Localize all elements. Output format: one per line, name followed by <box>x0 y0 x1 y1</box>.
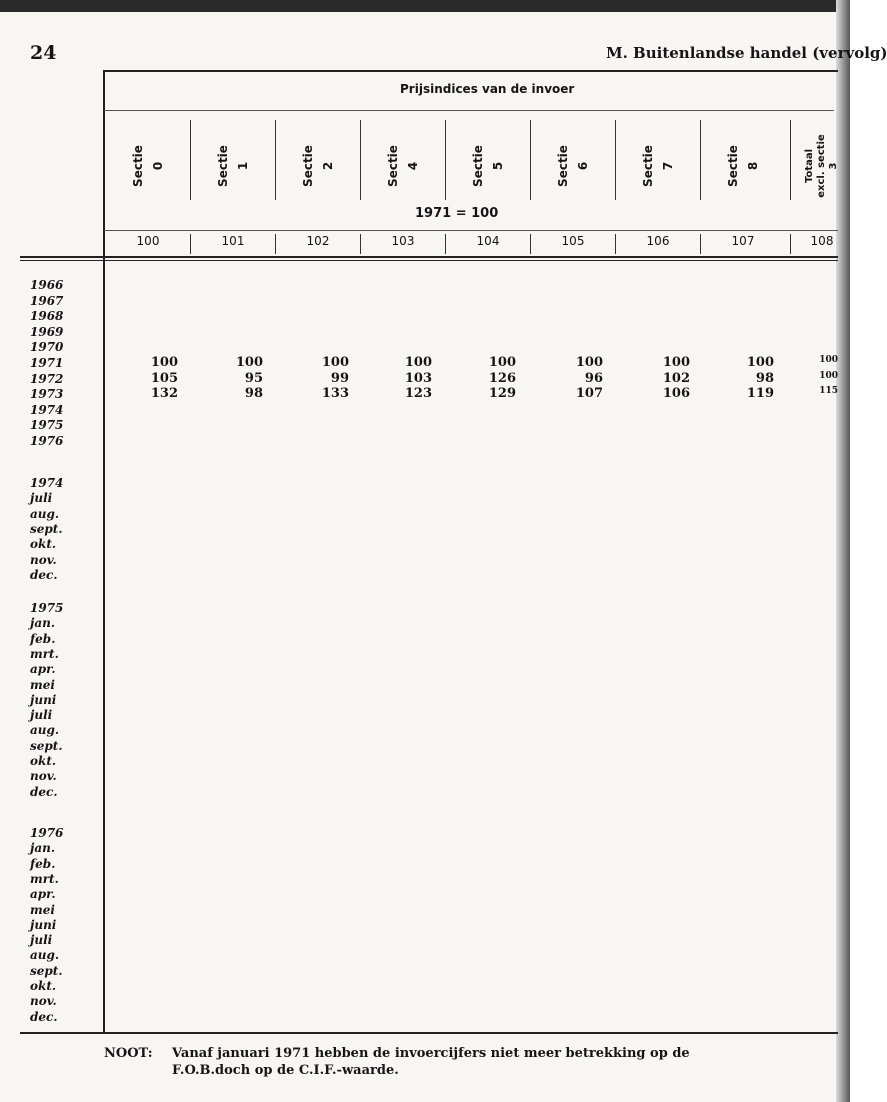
column-header <box>468 118 508 213</box>
column-divider <box>790 120 791 200</box>
row-label: 1971 <box>30 356 64 370</box>
row-label: mrt. <box>30 646 59 661</box>
column-header <box>128 118 168 213</box>
rule-left <box>103 70 105 1033</box>
column-number: 101 <box>221 234 245 248</box>
row-label: nov. <box>30 994 57 1009</box>
row-label: 1973 <box>30 387 64 402</box>
column-header-label: Sectie 1 <box>216 144 250 187</box>
column-divider <box>275 120 276 200</box>
table-cell: 100 <box>404 355 432 370</box>
row-label: feb. <box>30 631 56 646</box>
column-divider <box>360 234 361 254</box>
table-cell: 102 <box>662 370 690 386</box>
table-cell: 107 <box>575 386 603 402</box>
row-label: apr. <box>30 887 56 902</box>
row-label: sept. <box>30 738 63 753</box>
row-label: apr. <box>30 662 56 677</box>
row-label: juni <box>30 692 57 707</box>
column-divider <box>190 234 191 254</box>
row-label: okt. <box>30 754 57 768</box>
rule-bottom <box>20 1032 838 1034</box>
row-label: juni <box>30 917 57 932</box>
row-label: mei <box>30 902 55 917</box>
column-divider <box>190 120 191 200</box>
column-header <box>553 118 593 213</box>
column-divider <box>275 234 276 254</box>
table-cell: 115 <box>819 386 838 397</box>
table-cell: 123 <box>404 386 432 402</box>
column-divider <box>530 234 531 254</box>
table-cell: 99 <box>330 370 349 386</box>
rule-top <box>103 70 838 72</box>
column-header-label: Sectie 8 <box>726 144 760 187</box>
column-divider <box>360 120 361 200</box>
row-label: 1976 <box>30 826 64 840</box>
column-header-label: Sectie 5 <box>471 144 505 187</box>
note-label: NOOT: <box>104 1046 153 1061</box>
row-label: juli <box>30 491 53 506</box>
table-cell: 96 <box>584 370 603 386</box>
column-number: 104 <box>476 234 500 248</box>
row-label: 1972 <box>30 371 64 386</box>
column-divider <box>445 120 446 200</box>
table-cell: 129 <box>488 386 516 402</box>
table-cell: 95 <box>244 370 263 386</box>
column-number: 102 <box>306 234 330 248</box>
column-divider <box>615 120 616 200</box>
column-header <box>383 118 423 213</box>
column-header <box>723 118 763 213</box>
column-header-label: Sectie 6 <box>556 144 590 187</box>
column-divider <box>445 234 446 254</box>
column-header <box>638 118 678 213</box>
column-header-label: Sectie 2 <box>301 144 335 187</box>
column-number: 108 <box>810 234 834 248</box>
column-header <box>213 118 253 213</box>
row-label: 1975 <box>30 418 64 433</box>
base-year: 1971 = 100 <box>415 206 499 221</box>
row-label: 1970 <box>30 340 64 355</box>
row-label: jan. <box>30 841 56 856</box>
table-cell: 98 <box>244 386 263 402</box>
column-header-label: Sectie 0 <box>131 144 165 187</box>
table-cell: 100 <box>150 355 178 370</box>
row-label: 1967 <box>30 293 64 308</box>
page-title: M. Buitenlandse handel (vervolg) <box>606 44 887 62</box>
table-cell: 133 <box>321 386 349 402</box>
table-heading: Prijsindices van de invoer <box>400 82 575 96</box>
row-label: mei <box>30 677 55 692</box>
table-cell: 132 <box>150 386 178 402</box>
note-line-1: Vanaf januari 1971 hebben de invoercijfers niet meer betrekking op de <box>172 1046 690 1061</box>
table-cell: 100 <box>746 355 774 370</box>
row-label: 1974 <box>30 402 64 417</box>
row-label: okt. <box>30 979 57 993</box>
row-label: nov. <box>30 769 57 784</box>
row-label: aug. <box>30 723 60 738</box>
row-label: nov. <box>30 552 57 567</box>
page-number: 24 <box>30 42 57 64</box>
table-cell: 126 <box>488 370 516 386</box>
rule-header-bottom-2 <box>20 260 838 261</box>
column-header-label: Sectie 4 <box>386 144 420 187</box>
row-label: 1969 <box>30 324 64 339</box>
column-number: 103 <box>391 234 415 248</box>
column-number: 100 <box>136 234 160 248</box>
column-header-label: Sectie 7 <box>641 144 675 187</box>
table-cell: 100 <box>819 370 838 381</box>
row-label: okt. <box>30 537 57 552</box>
column-number: 105 <box>561 234 585 248</box>
table-cell: 119 <box>746 386 774 402</box>
row-label: sept. <box>30 963 63 978</box>
row-label: mrt. <box>30 871 59 886</box>
table-cell: 100 <box>819 355 838 365</box>
row-label: 1974 <box>30 476 64 490</box>
column-divider <box>615 234 616 254</box>
row-label: juli <box>30 933 53 948</box>
rule-heading <box>104 110 834 111</box>
row-label: dec. <box>30 567 58 582</box>
table-cell: 100 <box>662 355 690 370</box>
table-cell: 105 <box>150 370 178 386</box>
row-label: sept. <box>30 521 63 536</box>
row-label: jan. <box>30 616 56 631</box>
table-cell: 106 <box>662 386 690 402</box>
scan-edge-top <box>0 0 850 12</box>
table-cell: 100 <box>488 355 516 370</box>
column-divider <box>700 234 701 254</box>
table-cell: 103 <box>404 370 432 386</box>
row-label: 1968 <box>30 309 64 324</box>
row-label: 1976 <box>30 434 64 448</box>
row-label: feb. <box>30 856 56 871</box>
row-label: juli <box>30 708 53 723</box>
column-header <box>802 118 842 213</box>
row-label: aug. <box>30 506 60 521</box>
row-label: 1975 <box>30 601 64 615</box>
row-label: dec. <box>30 784 58 799</box>
column-divider <box>530 120 531 200</box>
note-line-2: F.O.B.doch op de C.I.F.-waarde. <box>172 1063 399 1078</box>
row-label: 1966 <box>30 278 64 292</box>
column-header <box>298 118 338 213</box>
column-number: 106 <box>646 234 670 248</box>
column-divider <box>700 120 701 200</box>
column-divider <box>790 234 791 254</box>
column-number: 107 <box>731 234 755 248</box>
rule-base <box>104 230 838 231</box>
table-cell: 100 <box>575 355 603 370</box>
row-label: dec. <box>30 1009 58 1024</box>
table-cell: 98 <box>755 370 774 386</box>
column-header-label: Totaal excl. sectie 3 <box>804 133 839 198</box>
rule-header-bottom-1 <box>20 256 838 258</box>
row-label: aug. <box>30 948 60 963</box>
table-cell: 100 <box>321 355 349 370</box>
table-cell: 100 <box>235 355 263 370</box>
